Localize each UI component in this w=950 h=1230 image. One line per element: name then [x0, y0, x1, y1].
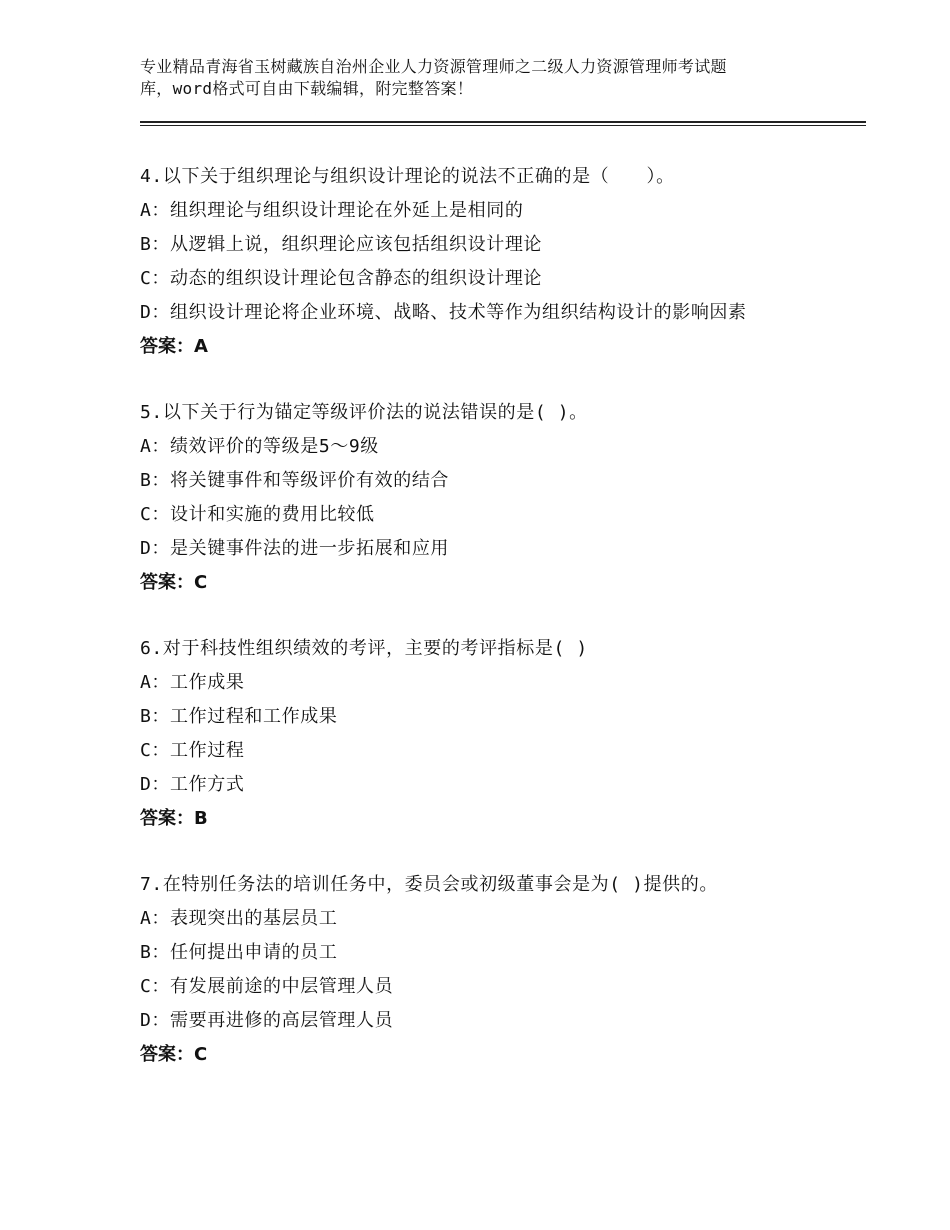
option-a: A：工作成果: [140, 672, 245, 693]
option-a: A：组织理论与组织设计理论在外延上是相同的: [140, 200, 524, 221]
option-c: C：工作过程: [140, 740, 245, 761]
question-stem: 4.以下关于组织理论与组织设计理论的说法不正确的是（ ）。: [140, 166, 675, 187]
header-rule-thin: [140, 125, 866, 126]
option-b: B：将关键事件和等级评价有效的结合: [140, 470, 450, 491]
option-b: B：工作过程和工作成果: [140, 706, 338, 727]
option-c: C：设计和实施的费用比较低: [140, 504, 375, 525]
option-a: A：表现突出的基层员工: [140, 908, 338, 929]
question-5: [140, 396, 830, 600]
question-stem: 7.在特别任务法的培训任务中，委员会或初级董事会是为( )提供的。: [140, 874, 718, 895]
header-line-2: 库，word格式可自由下载编辑，附完整答案！: [140, 79, 474, 98]
question-6: [140, 632, 830, 836]
header-line-1: 专业精品青海省玉树藏族自治州企业人力资源管理师之二级人力资源管理师考试题: [140, 57, 727, 76]
answer-line: 答案：C: [140, 1044, 208, 1065]
option-d: D：工作方式: [140, 774, 245, 795]
document-header: [140, 56, 840, 100]
question-list: [140, 160, 830, 1104]
answer-line: 答案：C: [140, 572, 208, 593]
answer-line: 答案：A: [140, 336, 208, 357]
question-4: [140, 160, 830, 364]
option-b: B：任何提出申请的员工: [140, 942, 338, 963]
question-7: [140, 868, 830, 1072]
option-b: B：从逻辑上说，组织理论应该包括组织设计理论: [140, 234, 543, 255]
option-a: A：绩效评价的等级是5～9级: [140, 436, 379, 457]
option-c: C：有发展前途的中层管理人员: [140, 976, 394, 997]
option-c: C：动态的组织设计理论包含静态的组织设计理论: [140, 268, 543, 289]
header-rule-thick: [140, 121, 866, 123]
answer-line: 答案：B: [140, 808, 208, 829]
option-d: D：需要再进修的高层管理人员: [140, 1010, 394, 1031]
question-stem: 5.以下关于行为锚定等级评价法的说法错误的是( )。: [140, 402, 588, 423]
option-d: D：是关键事件法的进一步拓展和应用: [140, 538, 450, 559]
option-d: D：组织设计理论将企业环境、战略、技术等作为组织结构设计的影响因素: [140, 302, 747, 323]
question-stem: 6.对于科技性组织绩效的考评，主要的考评指标是( ): [140, 638, 588, 659]
